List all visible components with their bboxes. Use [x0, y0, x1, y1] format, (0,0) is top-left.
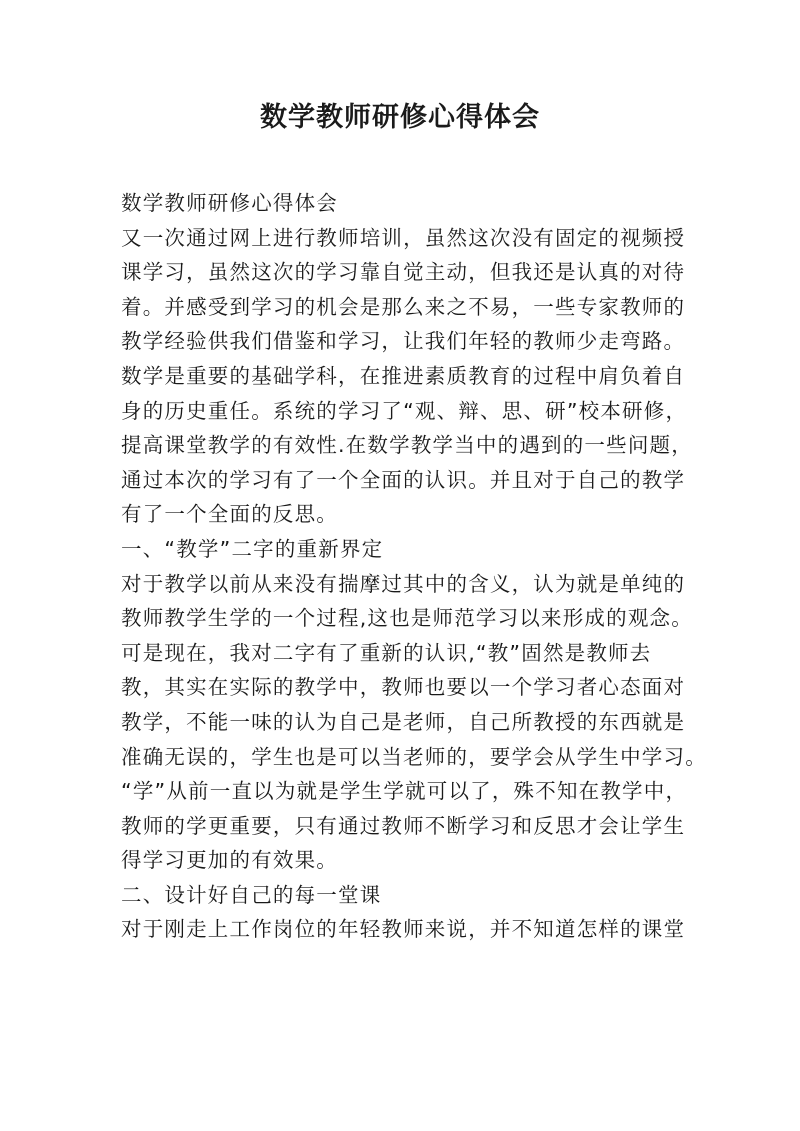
- paragraph-line: 数学是重要的基础学科，在推进素质教育的过程中肩负着自: [121, 363, 686, 388]
- paragraph-line: 通过本次的学习有了一个全面的认识。并且对于自己的教学: [121, 467, 686, 492]
- document-title: 数学教师研修心得体会: [260, 102, 540, 133]
- paragraph-line: 着。并感受到学习的机会是那么来之不易，一些专家教师的: [121, 294, 686, 319]
- section-heading-line: 一、“教学”二字的重新界定: [121, 536, 384, 561]
- document-body: [121, 186, 707, 947]
- heading-line: 数学教师研修心得体会: [121, 191, 338, 215]
- paragraph-line: 得学习更加的有效果。: [121, 848, 338, 873]
- paragraph-line: 教学经验供我们借鉴和学习，让我们年轻的教师少走弯路。: [121, 329, 686, 354]
- paragraph-line: 教学，不能一味的认为自己是老师，自己所教授的东西就是: [121, 709, 686, 734]
- paragraph-line: 教师教学生学的一个过程,这也是师范学习以来形成的观念。: [121, 606, 693, 631]
- paragraph-line: 教师的学更重要，只有通过教师不断学习和反思才会让学生: [121, 813, 686, 838]
- paragraph-line: 可是现在，我对二字有了重新的认识,“教”固然是教师去: [121, 640, 652, 665]
- paragraph-line: 准确无误的，学生也是可以当老师的，要学会从学生中学习。: [121, 744, 707, 769]
- paragraph-line: 提高课堂教学的有效性.在数学教学当中的遇到的一些问题，: [121, 433, 693, 458]
- paragraph-line: 课学习，虽然这次的学习靠自觉主动，但我还是认真的对待: [121, 260, 686, 285]
- paragraph-line: 又一次通过网上进行教师培训，虽然这次没有固定的视频授: [121, 225, 686, 250]
- paragraph-line: 有了一个全面的反思。: [121, 502, 338, 527]
- paragraph-line: 身的历史重任。系统的学习了“观、辩、思、研”校本研修，: [121, 398, 688, 423]
- paragraph-line: 教，其实在实际的教学中，教师也要以一个学习者心态面对: [121, 675, 686, 700]
- section-heading-line: 二、设计好自己的每一堂课: [121, 882, 382, 907]
- paragraph-line: 对于教学以前从来没有揣摩过其中的含义，认为就是单纯的: [121, 571, 686, 596]
- paragraph-line: “学”从前一直以为就是学生学就可以了，殊不知在教学中，: [121, 779, 688, 804]
- paragraph-line: 对于刚走上工作岗位的年轻教师来说，并不知道怎样的课堂: [121, 917, 686, 942]
